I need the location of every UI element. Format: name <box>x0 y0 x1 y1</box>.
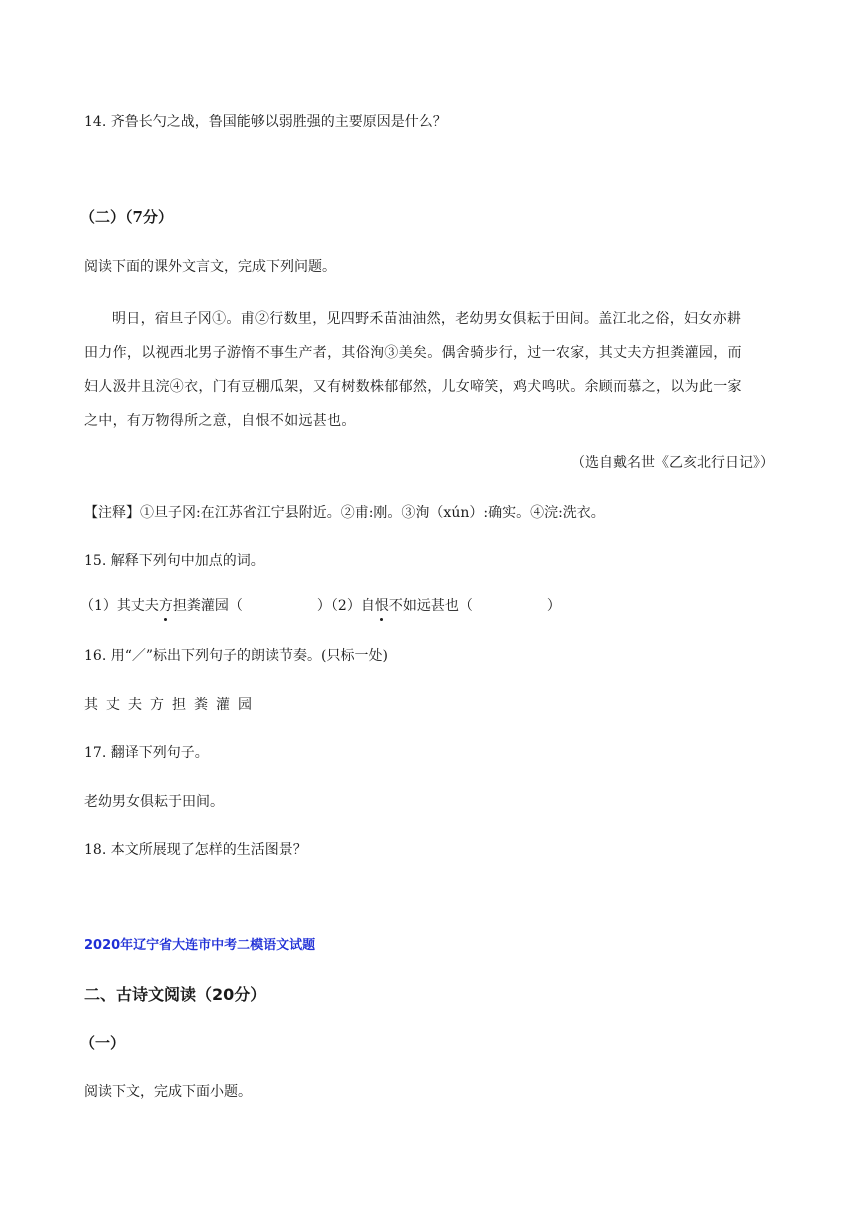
translate-sentence: 老幼男女俱耘于田间。 <box>84 794 224 810</box>
question-15-items <box>80 596 561 616</box>
passage-line-1: 明日，宿旦子冈①。甫②行数里，见四野禾苗油油然，老幼男女俱耘于田间。盖江北之俗，妇女亦耕 <box>112 311 742 327</box>
passage-line-4: 之中，有万物得所之意，自恨不如远甚也。 <box>84 413 356 429</box>
passage-source: （选自戴名世《乙亥北行日记》） <box>571 455 774 471</box>
part-2-heading: 二、古诗文阅读（20分） <box>84 985 267 1004</box>
passage-line-2: 田力作，以视西北男子游惰不事生产者，其俗洵③美矣。偶舍骑步行，过一农家，其丈夫方担粪灌园，而 <box>84 345 742 361</box>
question-16: 16. 用“／”标出下列句子的朗读节奏。(只标一处) <box>84 648 388 664</box>
q15-close-paren: ） <box>546 598 561 614</box>
classical-passage <box>84 302 780 438</box>
q15-item1-dotted-word: 方 <box>158 598 173 614</box>
q15-item2-prefix: ）（2）自 <box>316 598 375 614</box>
reading-instruction-2: 阅读下文，完成下面小题。 <box>84 1084 252 1100</box>
subsection-1-heading: （一） <box>80 1034 126 1052</box>
q15-item1-suffix: 担粪灌园（ <box>172 598 243 614</box>
passage-line-3: 妇人汲井且浣④衣，门有豆棚瓜架，又有树数株郁郁然，儿女啼笑，鸡犬鸣吠。余顾而慕之，以为此一家 <box>84 379 742 395</box>
rhythm-sentence: 其丈夫方担粪灌园 <box>84 697 260 713</box>
section-heading-2: （二）（7分） <box>80 208 173 226</box>
question-14: 14. 齐鲁长勺之战，鲁国能够以弱胜强的主要原因是什么？ <box>84 114 447 130</box>
q15-item2-dotted-word: 恨 <box>374 598 389 614</box>
question-17: 17. 翻译下列句子。 <box>84 745 209 761</box>
exam-title: 2020年辽宁省大连市中考二模语文试题 <box>84 938 316 953</box>
question-18: 18. 本文所展现了怎样的生活图景？ <box>84 842 307 858</box>
question-15: 15. 解释下列句中加点的词。 <box>84 553 265 569</box>
annotation-note: 【注释】①旦子冈:在江苏省江宁县附近。②甫:刚。③洵（xún）:确实。④浣:洗衣。 <box>84 505 605 521</box>
q15-item2-suffix: 不如远甚也（ <box>388 598 473 614</box>
reading-instruction: 阅读下面的课外文言文，完成下列问题。 <box>84 259 336 275</box>
q15-item1-prefix: （1）其丈夫 <box>80 598 159 614</box>
